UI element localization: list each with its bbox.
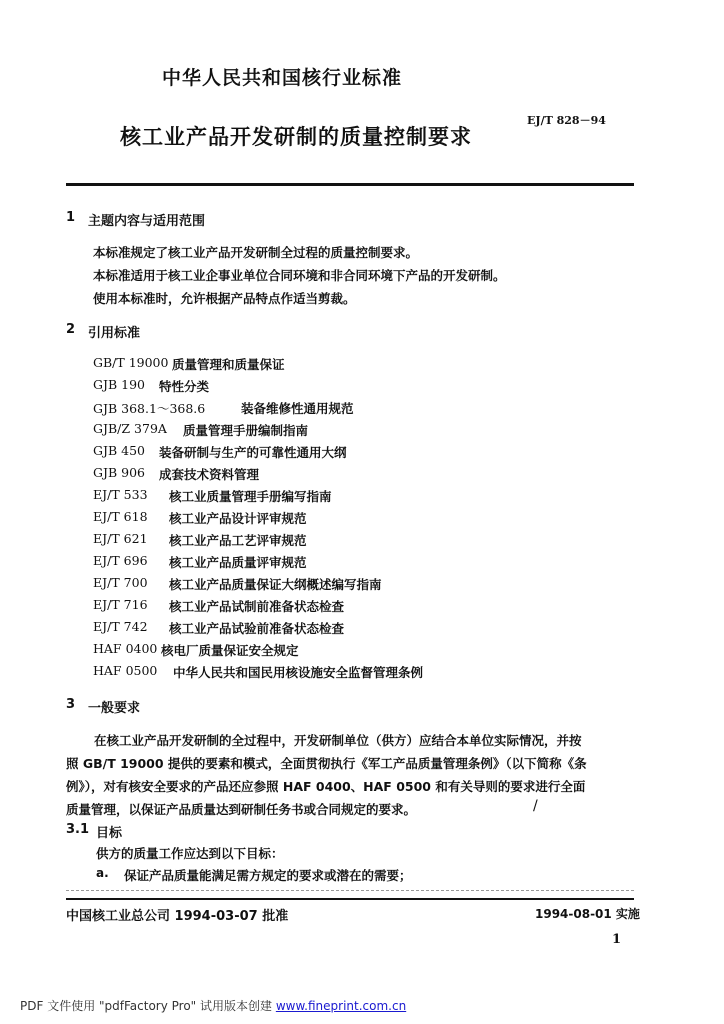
subsection-title: 目标 <box>96 826 123 841</box>
reference-code: GJB 368.1～368.6 <box>93 401 206 416</box>
paragraph: 使用本标准时，允许根据产品特点作适当剪裁。 <box>93 291 356 306</box>
page-break-line <box>66 890 634 891</box>
page-number: 1 <box>612 932 622 947</box>
reference-title: 质量管理手册编制指南 <box>183 423 309 438</box>
section-number: 2 <box>66 322 76 337</box>
list-item-mark: a. <box>96 866 109 880</box>
watermark <box>20 997 406 1014</box>
reference-code: EJ/T 742 <box>93 619 148 634</box>
section-number: 3 <box>66 697 76 712</box>
reference-row <box>0 377 724 397</box>
reference-row <box>0 443 724 463</box>
reference-title: 核工业产品工艺评审规范 <box>169 533 307 548</box>
reference-code: GB/T 19000 <box>93 355 169 370</box>
body-line: 例》），对有核安全要求的产品还应参照 HAF 0400、HAF 0500 和有关导则的要求进行全面 <box>66 779 586 794</box>
reference-title: 核电厂质量保证安全规定 <box>161 643 299 658</box>
reference-row <box>0 663 724 683</box>
reference-code: GJB 450 <box>93 443 146 458</box>
reference-title: 装备维修性通用规范 <box>241 401 354 416</box>
reference-row <box>0 421 724 441</box>
reference-code: EJ/T 716 <box>93 597 148 612</box>
header-rule <box>66 183 634 186</box>
issuer-approval: 中国核工业总公司 1994-03-07 批准 <box>66 909 289 924</box>
reference-row <box>0 531 724 551</box>
reference-title: 核工业产品试制前准备状态检查 <box>169 599 345 614</box>
stray-mark: / <box>533 798 538 814</box>
watermark-link[interactable]: www.fineprint.com.cn <box>275 999 407 1013</box>
reference-title: 核工业质量管理手册编写指南 <box>169 489 332 504</box>
reference-code: EJ/T 621 <box>93 531 148 546</box>
section-title: 主题内容与适用范围 <box>88 214 206 229</box>
reference-code: EJ/T 700 <box>93 575 148 590</box>
reference-code: GJB/Z 379A <box>93 421 167 436</box>
reference-row <box>0 619 724 639</box>
reference-title: 特性分类 <box>159 379 210 394</box>
paragraph: 本标准规定了核工业产品开发研制全过程的质量控制要求。 <box>93 245 419 260</box>
footer-rule <box>66 898 634 900</box>
reference-title: 核工业产品试验前准备状态检查 <box>169 621 345 636</box>
body-line: 在核工业产品开发研制的全过程中，开发研制单位（供方）应结合本单位实际情况，并按 <box>94 733 582 748</box>
section-title: 一般要求 <box>88 701 141 716</box>
reference-code: HAF 0500 <box>93 663 158 678</box>
reference-row <box>0 597 724 617</box>
reference-code: HAF 0400 <box>93 641 158 656</box>
watermark-text: PDF 文件使用 "pdfFactory Pro" 试用版本创建 <box>20 999 273 1013</box>
reference-title: 核工业产品质量保证大纲概述编写指南 <box>169 577 382 592</box>
section-number: 1 <box>66 210 76 225</box>
reference-row <box>0 465 724 485</box>
reference-row <box>0 355 724 375</box>
reference-title: 质量管理和质量保证 <box>172 357 285 372</box>
reference-title: 核工业产品质量评审规范 <box>169 555 307 570</box>
document-title: 核工业产品开发研制的质量控制要求 <box>120 125 472 149</box>
reference-title: 中华人民共和国民用核设施安全监督管理条例 <box>173 665 424 680</box>
body-line: 照 GB/T 19000 提供的要素和模式，全面贯彻执行《军工产品质量管理条例》（以下简称《条 <box>66 756 587 771</box>
reference-title: 成套技术资料管理 <box>159 467 260 482</box>
list-item: 保证产品质量能满足需方规定的要求或潜在的需要； <box>124 868 412 883</box>
reference-row <box>0 641 724 661</box>
reference-row <box>0 509 724 529</box>
reference-row <box>0 399 724 419</box>
reference-code: GJB 190 <box>93 377 146 392</box>
paragraph: 本标准适用于核工业企事业单位合同环境和非合同环境下产品的开发研制。 <box>93 268 506 283</box>
subsection-number: 3.1 <box>66 822 90 837</box>
reference-row <box>0 487 724 507</box>
reference-code: EJ/T 696 <box>93 553 148 568</box>
standard-title: 中华人民共和国核行业标准 <box>162 67 403 89</box>
standard-code: EJ/T 828－94 <box>527 114 606 127</box>
reference-row <box>0 575 724 595</box>
reference-row <box>0 553 724 573</box>
section-title: 引用标准 <box>88 326 141 341</box>
reference-title: 装备研制与生产的可靠性通用大纲 <box>159 445 347 460</box>
reference-code: EJ/T 533 <box>93 487 148 502</box>
reference-code: EJ/T 618 <box>93 509 148 524</box>
reference-code: GJB 906 <box>93 465 146 480</box>
subsection-intro: 供方的质量工作应达到以下目标： <box>96 846 284 861</box>
reference-title: 核工业产品设计评审规范 <box>169 511 307 526</box>
body-line: 质量管理，以保证产品质量达到研制任务书或合同规定的要求。 <box>66 802 417 817</box>
effective-date: 1994-08-01 实施 <box>535 907 640 921</box>
